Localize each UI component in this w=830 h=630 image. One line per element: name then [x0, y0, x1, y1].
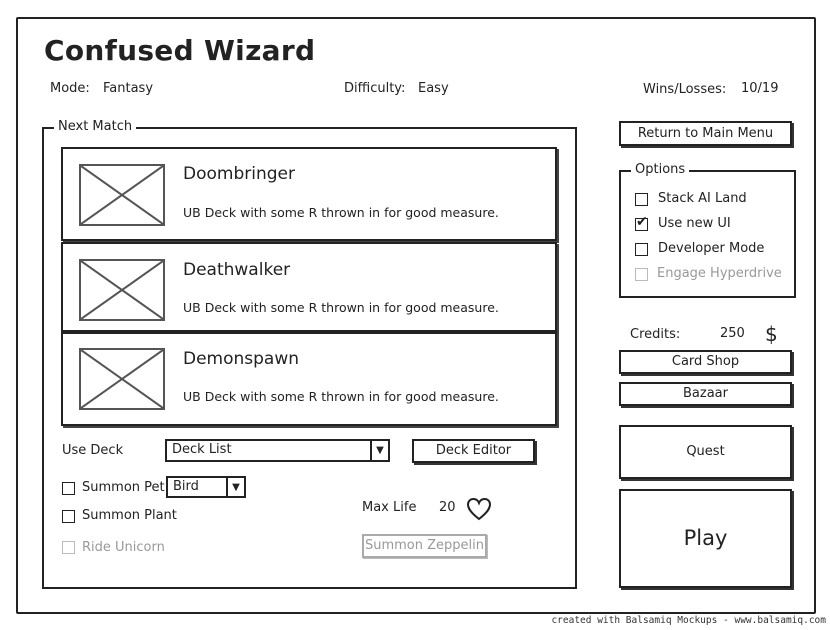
deck-editor-button[interactable]: Deck Editor: [412, 439, 535, 463]
play-button[interactable]: Play: [619, 489, 792, 588]
dropdown-arrow-icon: ▼: [370, 441, 388, 460]
ride-unicorn-label: Ride Unicorn: [82, 540, 165, 555]
credits-label: Credits:: [630, 327, 681, 342]
summon-plant-label: Summon Plant: [82, 508, 177, 523]
use-new-ui-label: Use new UI: [658, 216, 731, 231]
record-value: 10/19: [741, 81, 779, 96]
max-life-label: Max Life: [362, 500, 417, 515]
next-match-legend: Next Match: [54, 119, 136, 134]
difficulty-value: Easy: [418, 81, 449, 96]
opponent-description: UB Deck with some R thrown in for good measure.: [183, 205, 499, 220]
mode-value: Fantasy: [103, 81, 154, 96]
engage-hyperdrive-checkbox: [635, 268, 648, 281]
opponent-description: UB Deck with some R thrown in for good measure.: [183, 300, 499, 315]
image-placeholder-icon: [79, 259, 165, 321]
opponent-card[interactable]: [61, 332, 557, 426]
app-title: Confused Wizard: [44, 34, 316, 67]
max-life-value: 20: [439, 500, 456, 515]
opponent-name: Doombringer: [183, 164, 295, 184]
credits-value: 250: [720, 326, 745, 341]
quest-button[interactable]: Quest: [619, 425, 792, 479]
bazaar-button[interactable]: Bazaar: [619, 382, 792, 406]
summon-pet-label: Summon Pet: [82, 480, 165, 495]
pet-select-value: Bird: [173, 479, 199, 494]
summon-zeppelin-button: Summon Zeppelin: [362, 534, 487, 558]
difficulty-label: Difficulty:: [344, 81, 406, 96]
mode-label: Mode:: [50, 81, 90, 96]
opponent-name: Demonspawn: [183, 349, 300, 369]
dollar-icon: $: [765, 322, 778, 346]
use-deck-label: Use Deck: [62, 443, 124, 458]
use-new-ui-checkbox[interactable]: [635, 218, 648, 231]
ride-unicorn-checkbox: [62, 541, 75, 554]
developer-mode-label: Developer Mode: [658, 241, 765, 256]
opponent-card[interactable]: [61, 147, 557, 241]
return-main-menu-button[interactable]: Return to Main Menu: [619, 121, 792, 146]
heart-icon: [466, 497, 492, 525]
image-placeholder-icon: [79, 164, 165, 226]
summon-plant-checkbox[interactable]: [62, 510, 75, 523]
image-placeholder-icon: [79, 348, 165, 410]
stack-ai-land-checkbox[interactable]: [635, 193, 648, 206]
options-legend: Options: [631, 162, 689, 177]
footer-credit: created with Balsamiq Mockups - www.balsamiq.com: [551, 615, 826, 626]
record-label: Wins/Losses:: [643, 82, 727, 97]
developer-mode-checkbox[interactable]: [635, 243, 648, 256]
deck-select-value: Deck List: [172, 442, 232, 457]
card-shop-button[interactable]: Card Shop: [619, 350, 792, 374]
engage-hyperdrive-label: Engage Hyperdrive: [657, 266, 782, 281]
opponent-card[interactable]: [61, 242, 557, 332]
pet-select[interactable]: [166, 476, 246, 498]
summon-pet-checkbox[interactable]: [62, 482, 75, 495]
opponent-name: Deathwalker: [183, 260, 291, 280]
dropdown-arrow-icon: ▼: [226, 478, 244, 496]
stack-ai-land-label: Stack AI Land: [658, 191, 747, 206]
deck-select[interactable]: [165, 439, 390, 462]
opponent-description: UB Deck with some R thrown in for good measure.: [183, 389, 499, 404]
